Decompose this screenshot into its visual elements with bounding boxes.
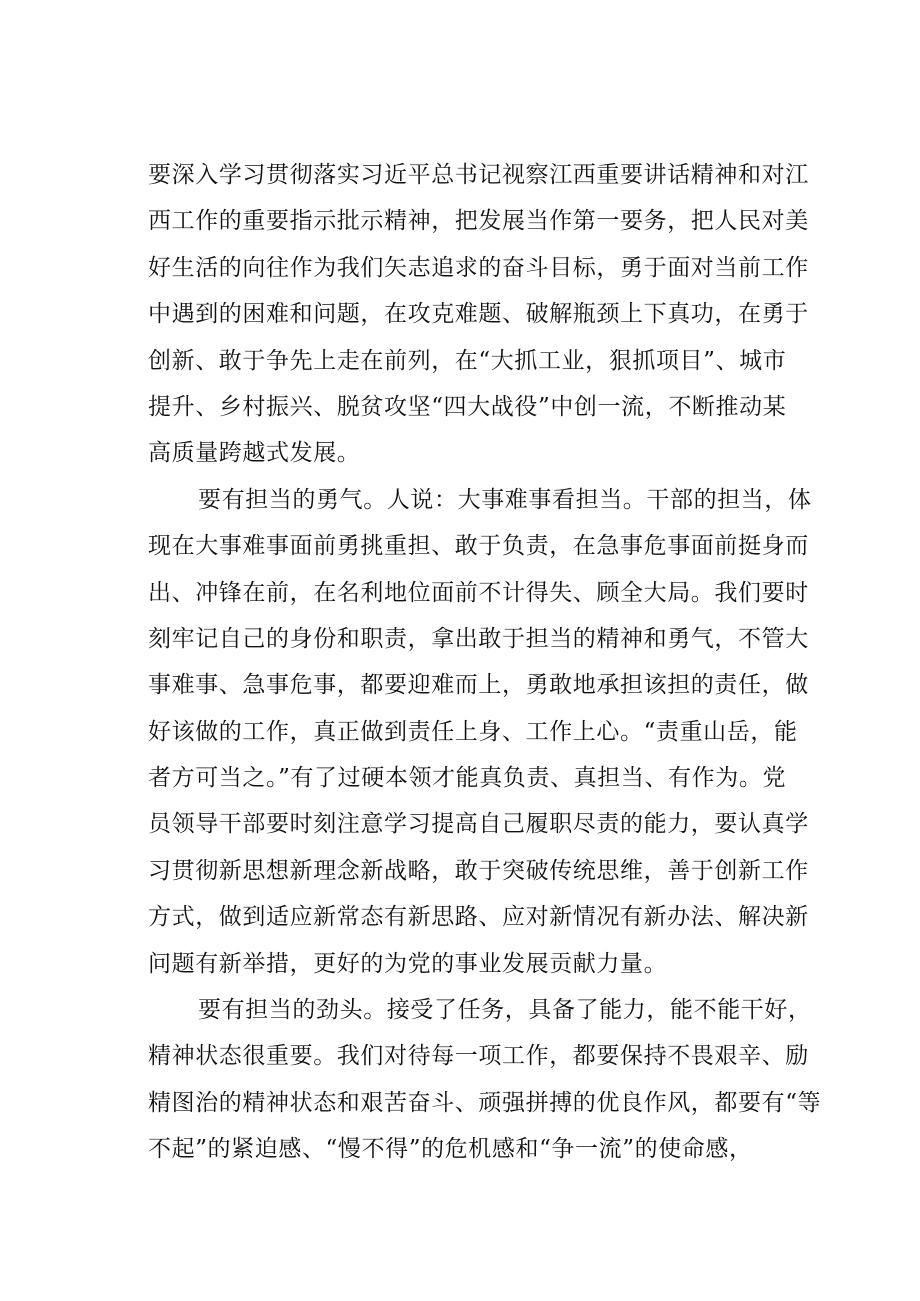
text-line: 要有担当的劲头。接受了任务，具备了能力，能不能干好， bbox=[198, 997, 812, 1024]
paragraph-2 bbox=[148, 477, 812, 987]
text-line: 创新、敢于争先上走在前列，在“大抓工业，狠抓项目”、城市 bbox=[148, 347, 787, 374]
text-line: 出、冲锋在前，在名利地位面前不计得失、顾全大局。我们要时 bbox=[148, 579, 809, 606]
text-line: 要有担当的勇气。人说：大事难事看担当。干部的担当，体 bbox=[198, 486, 812, 513]
text-line: 者方可当之。”有了过硬本领才能真负责、真担当、有作为。党 bbox=[148, 765, 787, 792]
text-line: 习贯彻新思想新理念新战略，敢于突破传统思维，善于创新工作 bbox=[148, 857, 809, 884]
text-line: 高质量跨越式发展。 bbox=[148, 440, 361, 467]
paragraph-3 bbox=[148, 987, 822, 1173]
text-line: 提升、乡村振兴、脱贫攻坚“四大战役”中创一流，不断推动某 bbox=[148, 393, 787, 420]
document-body bbox=[148, 152, 822, 1173]
text-line: 精神状态很重要。我们对待每一项工作，都要保持不畏艰辛、励 bbox=[148, 1043, 809, 1070]
text-line: 方式，做到适应新常态有新思路、应对新情况有新办法、解决新 bbox=[148, 904, 809, 931]
text-line: 精图治的精神状态和艰苦奋斗、顽强拼搏的优良作风，都要有“等 bbox=[148, 1089, 822, 1116]
text-line: 要深入学习贯彻落实习近平总书记视察江西重要讲话精神和对江 bbox=[148, 162, 809, 188]
text-line: 事难事、急事危事，都要迎难而上，勇敢地承担该担的责任，做 bbox=[148, 672, 809, 699]
text-line: 问题有新举措，更好的为党的事业发展贡献力量。 bbox=[148, 950, 668, 977]
text-line: 不起”的紧迫感、“慢不得”的危机感和“争一流”的使命感， bbox=[148, 1136, 753, 1163]
text-line: 好该做的工作，真正做到责任上身、工作上心。“责重山岳，能 bbox=[148, 718, 798, 745]
text-line: 中遇到的困难和问题，在攻克难题、破解瓶颈上下真功，在勇于 bbox=[148, 301, 809, 328]
paragraph-1 bbox=[148, 152, 808, 477]
text-line: 刻牢记自己的身份和职责，拿出敢于担当的精神和勇气，不管大 bbox=[148, 625, 809, 652]
text-line: 现在大事难事面前勇挑重担、敢于负责，在急事危事面前挺身而 bbox=[148, 533, 809, 560]
text-line: 西工作的重要指示批示精神，把发展当作第一要务，把人民对美 bbox=[148, 208, 809, 235]
text-line: 员领导干部要时刻注意学习提高自己履职尽责的能力，要认真学 bbox=[148, 811, 809, 838]
text-line: 好生活的向往作为我们矢志追求的奋斗目标，勇于面对当前工作 bbox=[148, 254, 809, 281]
